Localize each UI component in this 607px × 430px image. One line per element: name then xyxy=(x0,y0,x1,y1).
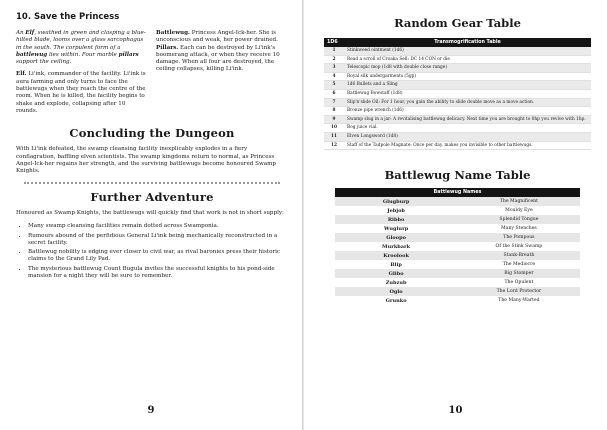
die-roll-cell: 9 xyxy=(324,115,344,124)
table-row xyxy=(335,233,581,242)
concluding-heading: Concluding the Dungeon xyxy=(69,126,235,141)
table-row xyxy=(324,115,591,124)
epithet-cell: Stank-Breath xyxy=(458,251,581,260)
encounter-column-2 xyxy=(156,30,288,120)
concluding-text: With Li'ink defeated, the swamp cleansing facility inexplicably explodes in a fiery conflagration, baffling elven scientists. The swamp kingdoms return to normal, as Princess Angel-Ick-her regains her strength, and the surviving battlewugs become honoured Swamp Knights. xyxy=(16,146,276,175)
table-row xyxy=(324,124,591,133)
read-aloud-part: lies within. Four marble xyxy=(47,51,119,58)
first-name-cell: Murkbark xyxy=(382,243,411,250)
name-table-title: Battlewug Name Table xyxy=(384,168,531,183)
read-aloud-part: , swathed in green and clasping a blue-hilted blade, looms over a glass sarcophagus in the south. The corpulent form of a xyxy=(16,30,146,51)
table-header-row xyxy=(324,38,591,47)
table-row xyxy=(335,215,581,224)
gear-table-body xyxy=(324,47,591,150)
first-name-cell: Kroolook xyxy=(335,251,458,260)
table-row xyxy=(324,72,591,81)
epithet-cell: The Pompous xyxy=(458,233,581,242)
table-row xyxy=(324,132,591,141)
table-row xyxy=(335,260,581,269)
first-name-cell: Wuglurp xyxy=(383,225,409,232)
read-aloud-keyword: Elf xyxy=(25,30,35,36)
read-aloud-part: support the ceiling. xyxy=(16,59,72,66)
gear-item-cell: Swamp slug in a jar: A revitalising battlewug delicacy. Next time you are brought to 0hp you revive with 1hp. xyxy=(344,115,591,124)
encounter-column-1 xyxy=(16,30,148,120)
gear-item-cell: Staff of the Tadpole Magnate: Once per day, makes you invisible to other battlewugs. xyxy=(344,141,591,150)
epithet-cell: Splendid Tongue xyxy=(458,215,581,224)
gear-item-cell: Read a scroll of Croaka Sell: DC 14 CON or die xyxy=(344,55,591,64)
gear-item-cell: Royal silk undergarments (5gp) xyxy=(344,72,591,81)
table-row xyxy=(335,242,581,251)
table-row xyxy=(335,278,581,287)
further-adventure-intro: Honoured as Swamp Knights, the battlewugs will quickly find that work is not in short supply: xyxy=(16,209,284,216)
read-aloud-part: An xyxy=(16,30,26,36)
die-roll-cell: 1 xyxy=(324,47,344,55)
list-item: • The mysterious battlewug Count Bugula invites the successful knights to his pond-side mansion for a night they will be sure to remember. xyxy=(28,266,288,281)
die-roll-cell: 2 xyxy=(324,55,344,64)
die-roll-cell: 8 xyxy=(324,107,344,116)
right-page xyxy=(304,0,607,430)
gear-item-cell: Battlewug Bowstaff (1d8) xyxy=(344,89,591,98)
gear-table-title: Random Gear Table xyxy=(394,16,521,30)
die-roll-cell: 7 xyxy=(324,98,344,107)
page-number: 10 xyxy=(448,405,463,416)
epithet-cell: Of the Stink Swamp xyxy=(495,244,543,250)
first-name-cell: Gloopo xyxy=(335,233,458,242)
die-roll-cell: 5 xyxy=(324,81,344,90)
table-row xyxy=(324,141,591,150)
epithet-cell: The Magnificent xyxy=(458,197,581,206)
die-header: 1D6 xyxy=(324,38,344,47)
adventure-hooks-list xyxy=(16,223,288,280)
gear-item-cell: 1d6 Bullets and a Sling xyxy=(344,81,591,90)
gear-item-cell: Telescopic mop (1d8 with double close range) xyxy=(344,64,591,73)
die-roll-cell: 11 xyxy=(324,132,344,141)
die-roll-cell: 10 xyxy=(324,124,344,133)
encounter-columns xyxy=(16,30,288,120)
epithet-cell: Many Stenches xyxy=(501,226,537,232)
left-page xyxy=(0,0,303,430)
table-row xyxy=(324,81,591,90)
name-table xyxy=(335,188,581,305)
gear-item-cell: Bog juice vial. xyxy=(344,124,591,133)
table-row xyxy=(324,89,591,98)
read-aloud-keyword: battlewug xyxy=(16,51,48,58)
die-roll-cell: 3 xyxy=(324,64,344,73)
first-name-cell: Jebjob xyxy=(387,207,405,214)
die-roll-cell: 4 xyxy=(324,72,344,81)
table-row xyxy=(335,197,581,206)
epithet-cell: The Opulent xyxy=(504,280,534,286)
first-name-cell: Blip xyxy=(390,261,402,268)
read-aloud-text xyxy=(16,30,148,66)
battlewug-entry xyxy=(156,30,288,74)
entry-keyword: Pillars. xyxy=(156,44,179,51)
gear-item-cell: Slip'n'slide Oil: For 1 hour, you gain the ability to slide double move as a move action. xyxy=(344,98,591,107)
table-row xyxy=(324,55,591,64)
page-number: 9 xyxy=(147,405,155,416)
epithet-cell: The Mediocre xyxy=(502,262,536,268)
epithet-cell: Mouldy Eye xyxy=(505,208,533,214)
elf-entry xyxy=(16,71,148,115)
table-header-row xyxy=(335,188,581,197)
die-roll-cell: 6 xyxy=(324,89,344,98)
further-adventure-heading: Further Adventure xyxy=(90,189,214,204)
epithet-cell: The Lord Protector xyxy=(458,287,581,296)
first-name-cell: Oglo xyxy=(335,287,458,296)
gear-column-header: Transmogrification Table xyxy=(344,38,591,47)
epithet-cell: Big Stomper xyxy=(458,269,581,278)
table-row xyxy=(335,296,581,305)
list-item: • Rumours abound of the perfidious General Li'ink being mechanically reconstructed in a secret facility. xyxy=(28,233,288,248)
epithet-cell: The Many-Warted xyxy=(498,298,540,304)
list-item: • Many swamp cleansing facilities remain dotted across Swamponia. xyxy=(28,223,288,230)
table-row xyxy=(335,269,581,278)
table-row xyxy=(335,224,581,233)
table-row xyxy=(324,47,591,55)
entry-keyword: Elf. xyxy=(16,71,27,78)
table-row xyxy=(335,251,581,260)
name-column-header: Battlewug Names xyxy=(335,188,581,197)
first-name-cell: Glugburp xyxy=(335,197,458,206)
encounter-title: 10. Save the Princess xyxy=(16,12,120,22)
table-row xyxy=(324,98,591,107)
first-name-cell: Grunko xyxy=(385,297,407,304)
name-table-body xyxy=(335,197,581,305)
first-name-cell: Glibo xyxy=(335,269,458,278)
first-name-cell: Ribbo xyxy=(335,215,458,224)
gear-item-cell: Bronze pipe wrench (1d6) xyxy=(344,107,591,116)
section-divider xyxy=(24,182,280,184)
entry-keyword: Battlewug. xyxy=(156,30,190,36)
table-row xyxy=(335,206,581,215)
table-row xyxy=(324,64,591,73)
table-row xyxy=(335,287,581,296)
first-name-cell: Zubzub xyxy=(385,279,407,286)
die-roll-cell: 12 xyxy=(324,141,344,150)
gear-item-cell: Stinkweed ointment (1d6) xyxy=(344,47,591,55)
read-aloud-keyword: pillars xyxy=(118,51,139,58)
list-item: • Battlewug nobility is edging ever closer to civil war, as rival baronies press their historic claims to the Grand Lily Pad. xyxy=(28,249,288,264)
entry-text: Li'ink, commander of the facility. Li'ink is aura farming and only turns to face the battlewugs when they reach the centre of the room. When he is killed, the facility begins to shake and explode, collapsing after 10 rounds. xyxy=(16,71,146,114)
entry-text: Each can be destroyed by Li'ink's boomerang attack, or when they receive 10 damage. When all four are destroyed, the ceiling collapses, killing Li'ink. xyxy=(156,44,280,73)
entry-text: Princess Angel-Ick-her. She is unconscious and weak, her power drained. xyxy=(156,30,278,44)
gear-table xyxy=(324,38,591,150)
table-row xyxy=(324,107,591,116)
gear-item-cell: Elven Longsword (1d8) xyxy=(344,132,591,141)
